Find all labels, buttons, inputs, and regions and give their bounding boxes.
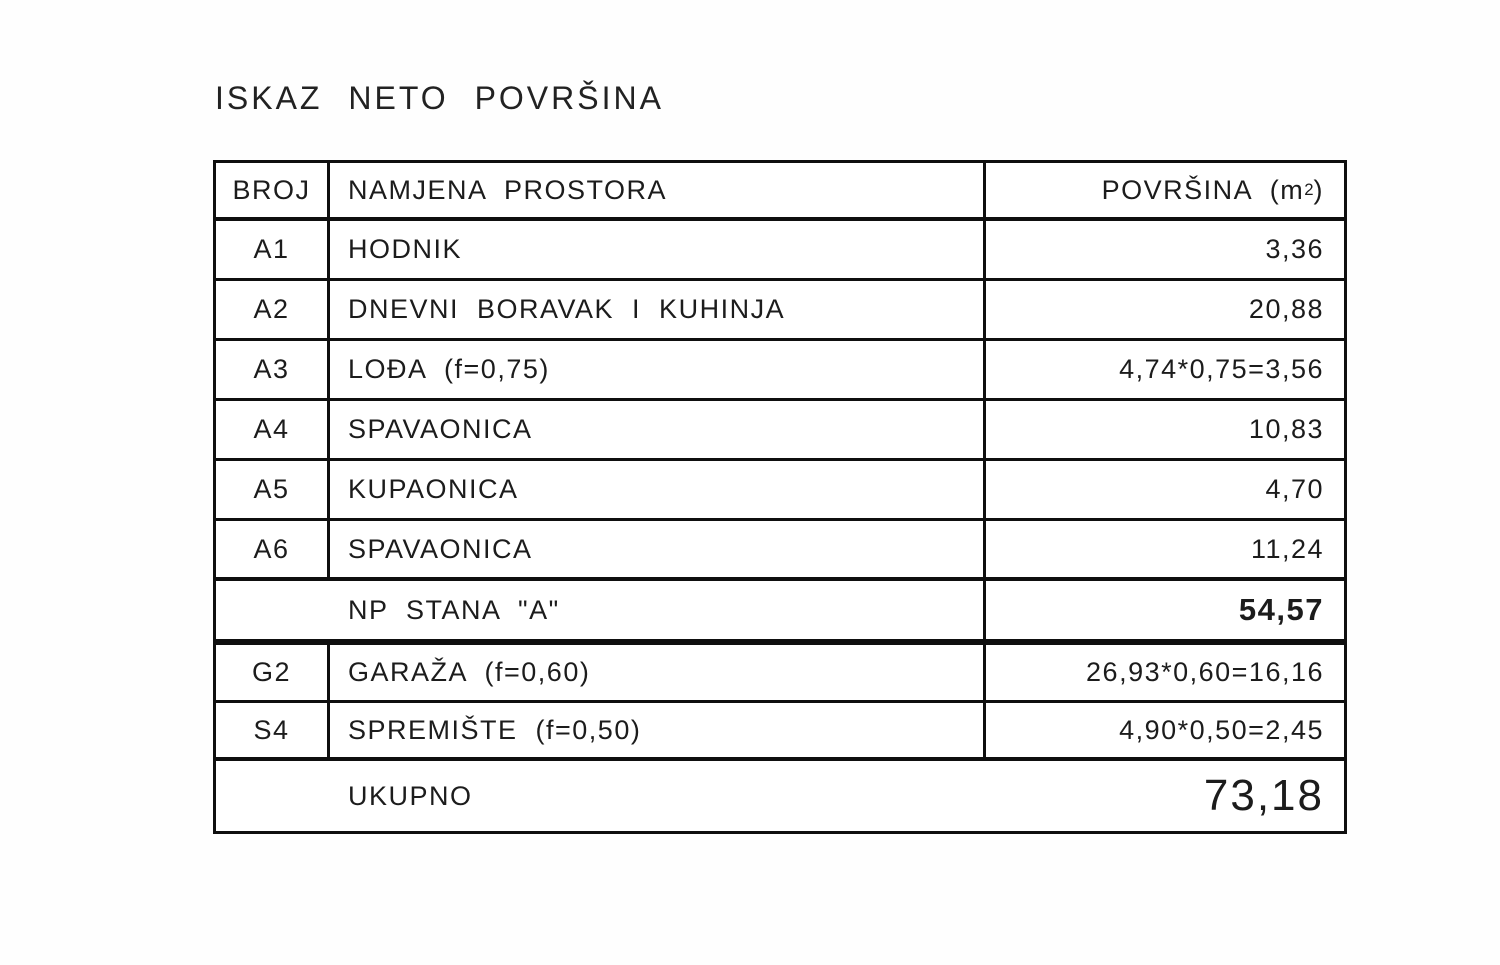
cell-povrsina: 4,74*0,75=3,56 (1119, 354, 1324, 384)
cell-povrsina: 10,83 (1248, 414, 1324, 444)
table-header-row (216, 163, 1344, 221)
table-row (216, 461, 1344, 521)
cell-namjena: KUPAONICA (330, 461, 986, 518)
header-povrsina: POVRŠINA (m 2 ) (1101, 174, 1324, 205)
table-row (216, 703, 1344, 761)
cell-namjena: DNEVNI BORAVAK I KUHINJA (330, 281, 986, 338)
cell-povrsina: 4,70 (1265, 474, 1324, 504)
total-row (216, 761, 1344, 831)
cell-namjena: LOĐA (f=0,75) (330, 341, 986, 398)
cell-namjena: HODNIK (330, 221, 986, 278)
header-namjena: NAMJENA PROSTORA (330, 163, 986, 217)
table-row (216, 281, 1344, 341)
net-area-table (213, 160, 1347, 834)
subtotal-value: 54,57 (1238, 592, 1324, 627)
cell-broj: A3 (216, 341, 330, 398)
cell-povrsina: 11,24 (1250, 533, 1324, 564)
cell-povrsina: 20,88 (1248, 294, 1324, 324)
cell-namjena: GARAŽA (f=0,60) (330, 645, 986, 700)
cell-broj: A5 (216, 461, 330, 518)
table-row (216, 341, 1344, 401)
subtotal-label: NP STANA "A" (216, 581, 986, 639)
cell-broj: A1 (216, 221, 330, 278)
table-row (216, 521, 1344, 581)
cell-namjena: SPAVAONICA (330, 521, 986, 577)
cell-namjena: SPREMIŠTE (f=0,50) (330, 703, 986, 757)
page-title: ISKAZ NETO POVRŠINA (215, 80, 664, 116)
table-row (216, 221, 1344, 281)
table-row (216, 401, 1344, 461)
cell-povrsina: 4,90*0,50=2,45 (1119, 714, 1324, 745)
cell-povrsina: 26,93*0,60=16,16 (1086, 657, 1324, 687)
total-label: UKUPNO (348, 780, 473, 811)
cell-broj: G2 (216, 645, 330, 700)
total-value: 73,18 (1203, 771, 1324, 820)
header-broj: BROJ (216, 163, 330, 217)
cell-namjena: SPAVAONICA (330, 401, 986, 458)
cell-broj: A4 (216, 401, 330, 458)
cell-broj: A6 (216, 521, 330, 577)
cell-povrsina: 3,36 (1265, 234, 1324, 264)
cell-broj: A2 (216, 281, 330, 338)
table-row (216, 645, 1344, 703)
subtotal-row (216, 581, 1344, 645)
cell-broj: S4 (216, 703, 330, 757)
